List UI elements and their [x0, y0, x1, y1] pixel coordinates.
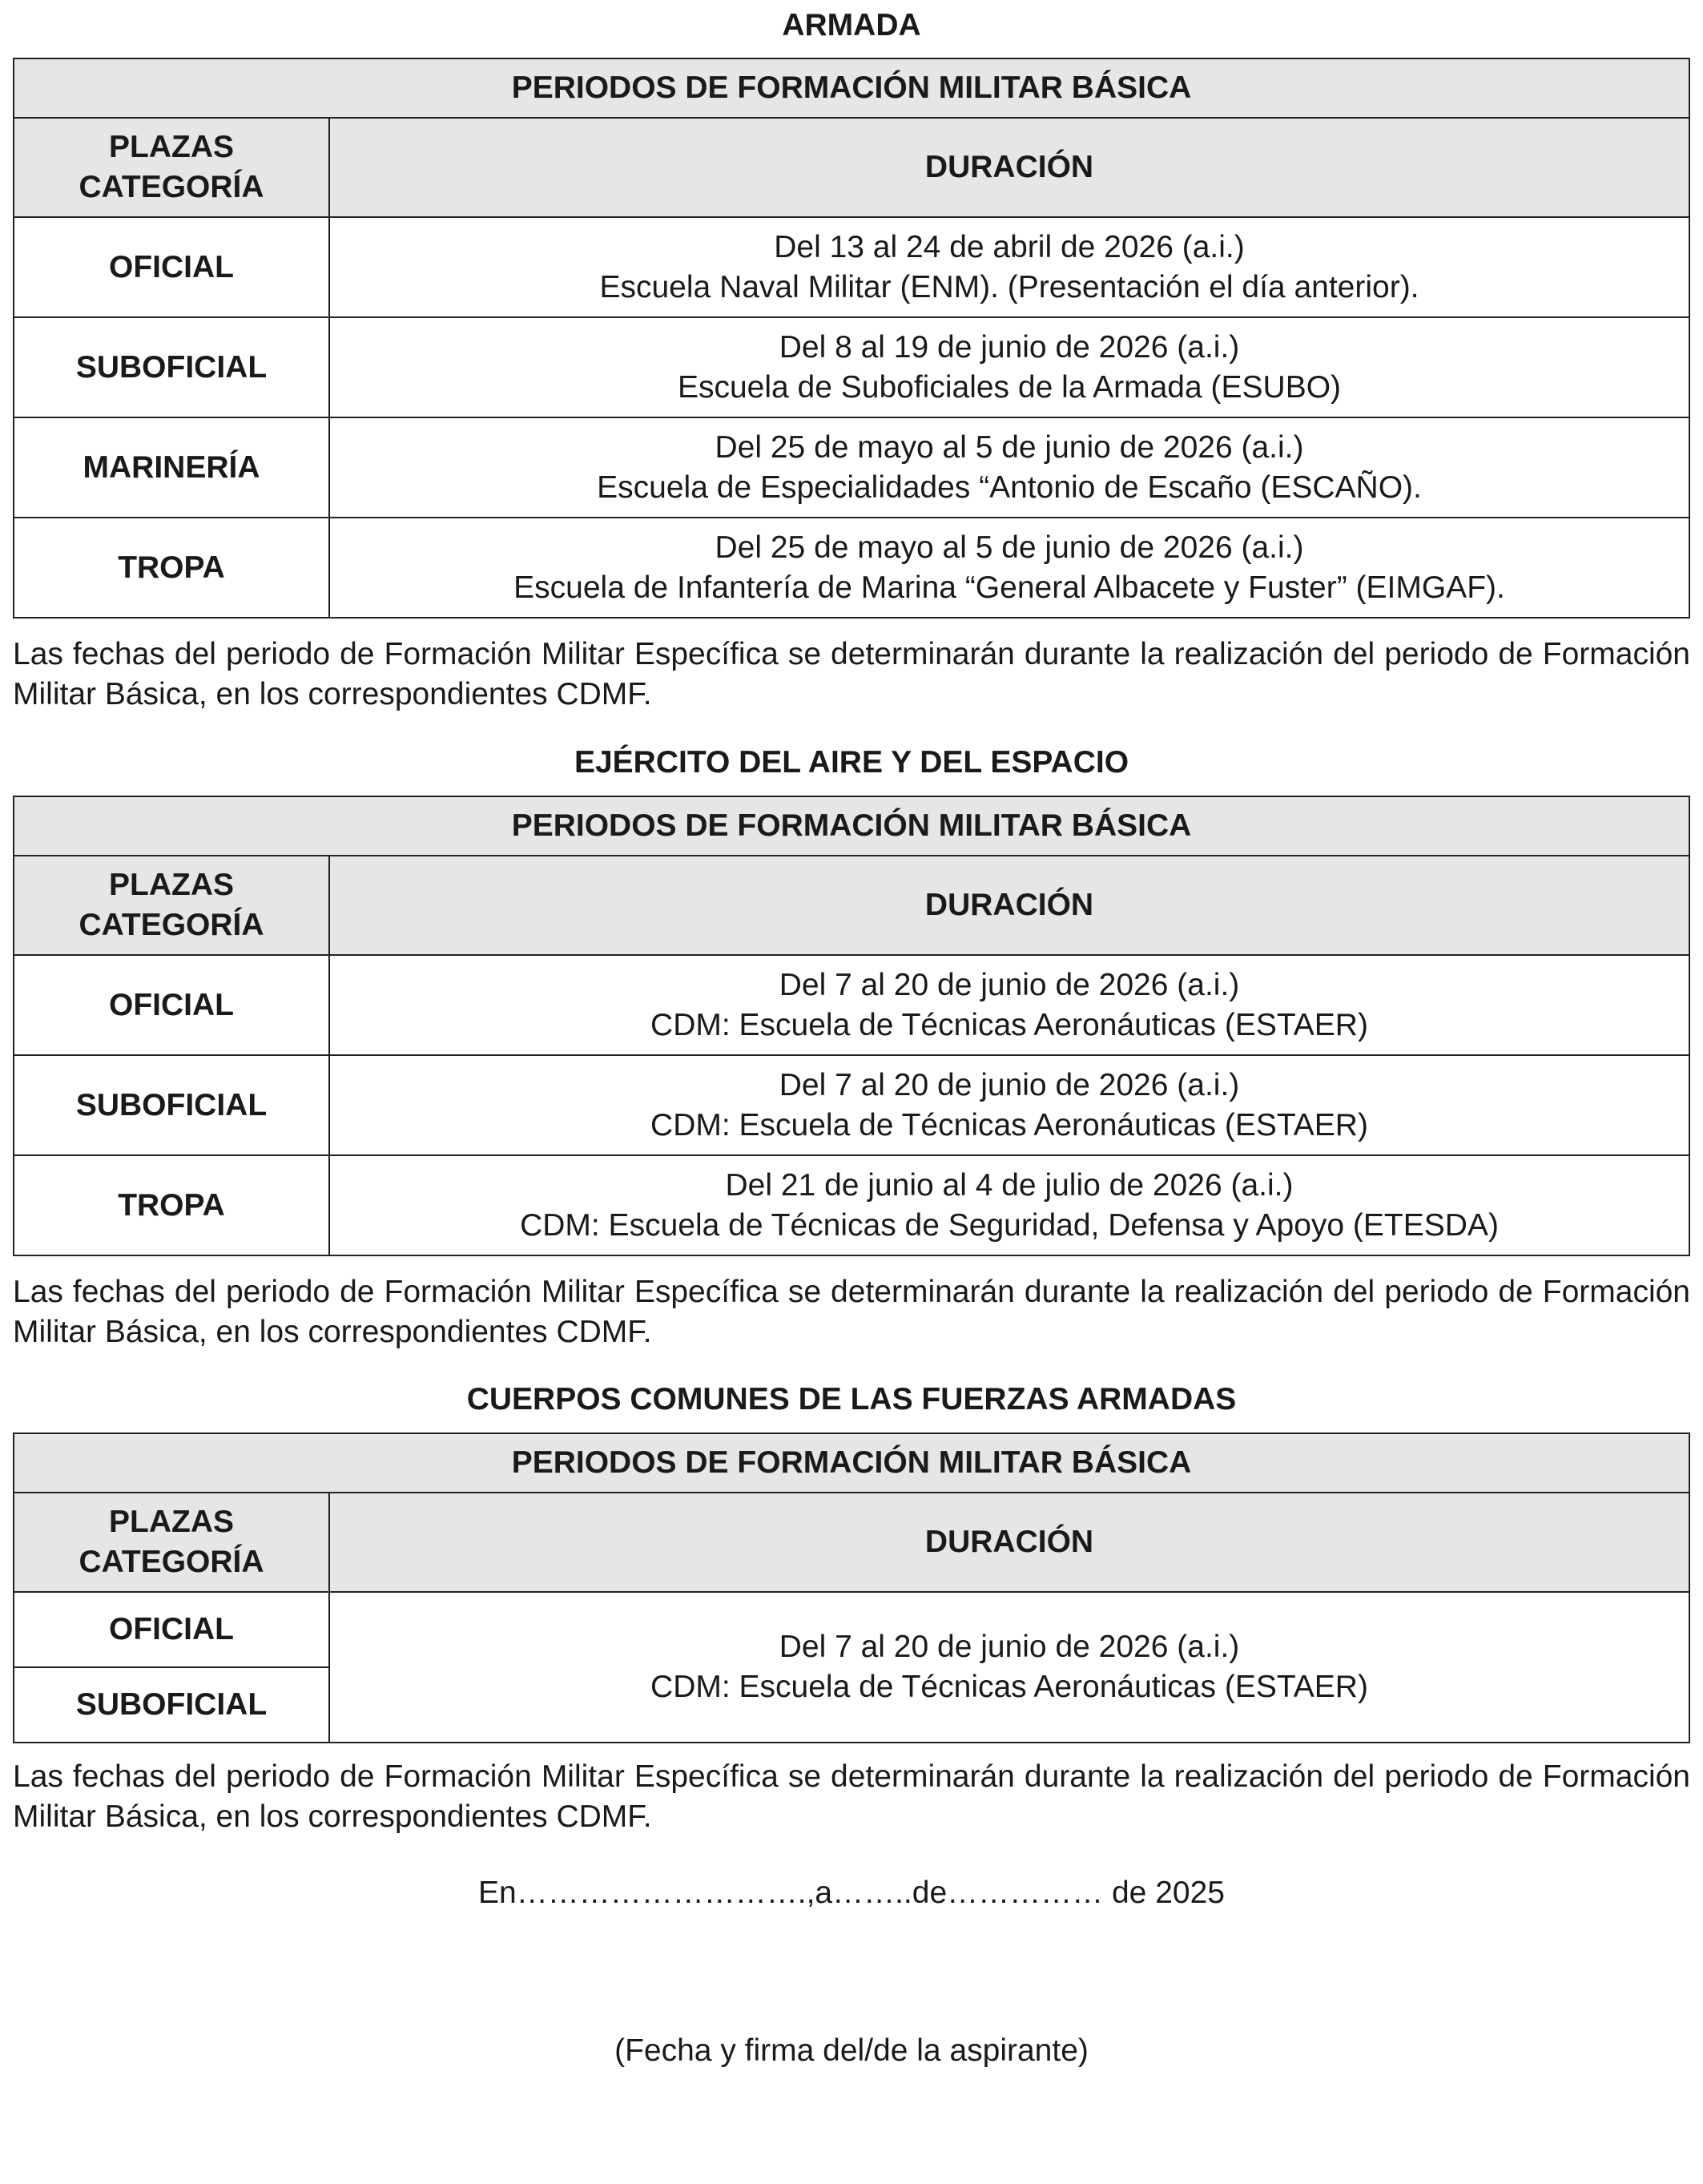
table-header: PERIODOS DE FORMACIÓN MILITAR BÁSICA — [14, 58, 1689, 118]
table-armada — [13, 58, 1690, 619]
row-categoria: TROPA — [14, 518, 329, 618]
column-header-categoria: PLAZAS CATEGORÍA — [14, 856, 329, 955]
column-header-duracion: DURACIÓN — [329, 118, 1689, 217]
place-date-line: En……………………….,a……..de…………… de 2025 — [478, 1876, 1225, 1910]
row-duracion: Del 13 al 24 de abril de 2026 (a.i.) Escuela Naval Militar (ENM). (Presentación el día anterior). — [329, 217, 1689, 317]
note-paragraph: Las fechas del periodo de Formación Militar Específica se determinarán durante la realización del periodo de Formación Militar Básica, en los correspondientes CDMF. — [13, 637, 1690, 711]
row-categoria: SUBOFICIAL — [14, 317, 329, 417]
row-duracion: Del 25 de mayo al 5 de junio de 2026 (a.i.) Escuela de Especialidades “Antonio de Escaño (ESCAÑO). — [329, 417, 1689, 518]
row-categoria: OFICIAL — [14, 1592, 329, 1667]
table-cuerpos-comunes — [13, 1432, 1690, 1743]
column-header-duracion: DURACIÓN — [329, 1493, 1689, 1592]
section-title-armada: ARMADA — [782, 8, 921, 42]
column-header-categoria: PLAZAS CATEGORÍA — [14, 1493, 329, 1592]
table-header: PERIODOS DE FORMACIÓN MILITAR BÁSICA — [14, 796, 1689, 856]
row-categoria: SUBOFICIAL — [14, 1667, 329, 1743]
section-title-cuerpos-comunes: CUERPOS COMUNES DE LAS FUERZAS ARMADAS — [466, 1382, 1237, 1416]
row-duracion: Del 25 de mayo al 5 de junio de 2026 (a.i.) Escuela de Infantería de Marina “General Albacete y Fuster” (EIMGAF). — [329, 518, 1689, 618]
row-categoria: OFICIAL — [14, 955, 329, 1055]
row-categoria: OFICIAL — [14, 217, 329, 317]
section-title-ejercito-aire: EJÉRCITO DEL AIRE Y DEL ESPACIO — [574, 745, 1129, 780]
table-ejercito-aire — [13, 796, 1690, 1256]
row-duracion-shared: Del 7 al 20 de junio de 2026 (a.i.) CDM: Escuela de Técnicas Aeronáuticas (ESTAER) — [329, 1592, 1689, 1743]
column-header-categoria: PLAZAS CATEGORÍA — [14, 118, 329, 217]
row-categoria: SUBOFICIAL — [14, 1055, 329, 1155]
row-duracion: Del 7 al 20 de junio de 2026 (a.i.) CDM: Escuela de Técnicas Aeronáuticas (ESTAER) — [329, 1055, 1689, 1155]
signature-caption: (Fecha y firma del/de la aspirante) — [614, 2033, 1089, 2068]
table-header: PERIODOS DE FORMACIÓN MILITAR BÁSICA — [14, 1433, 1689, 1493]
row-categoria: TROPA — [14, 1155, 329, 1255]
row-duracion: Del 7 al 20 de junio de 2026 (a.i.) CDM: Escuela de Técnicas Aeronáuticas (ESTAER) — [329, 955, 1689, 1055]
column-header-duracion: DURACIÓN — [329, 856, 1689, 955]
row-categoria: MARINERÍA — [14, 417, 329, 518]
row-duracion: Del 21 de junio al 4 de julio de 2026 (a.i.) CDM: Escuela de Técnicas de Seguridad, Defensa y Apoyo (ETESDA) — [329, 1155, 1689, 1255]
note-paragraph: Las fechas del periodo de Formación Militar Específica se determinarán durante la realización del periodo de Formación Militar Básica, en los correspondientes CDMF. — [13, 1275, 1690, 1349]
note-paragraph: Las fechas del periodo de Formación Militar Específica se determinarán durante la realización del periodo de Formación Militar Básica, en los correspondientes CDMF. — [13, 1759, 1690, 1834]
row-duracion: Del 8 al 19 de junio de 2026 (a.i.) Escuela de Suboficiales de la Armada (ESUBO) — [329, 317, 1689, 417]
